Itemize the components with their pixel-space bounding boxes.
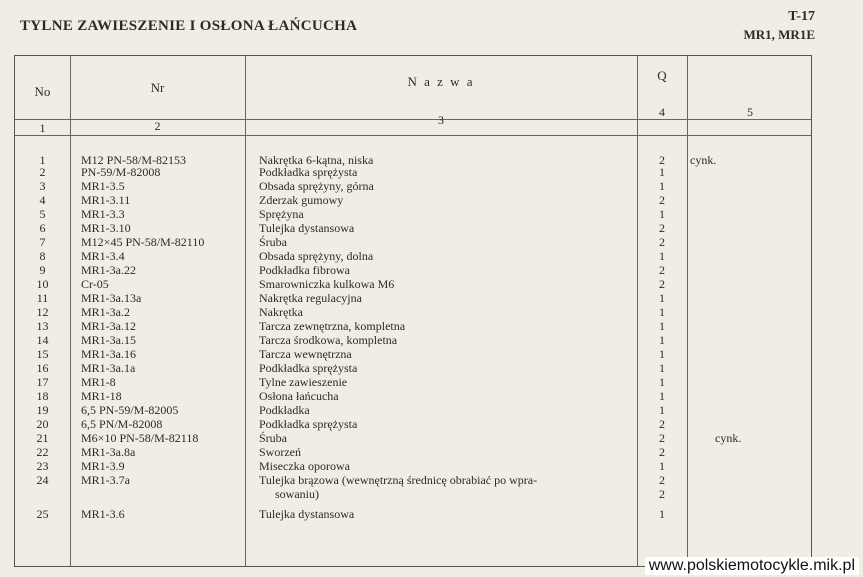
cell-remark: cynk. [690,153,717,167]
page-title: TYLNE ZAWIESZENIE I OSŁONA ŁAŃCUCHA [20,18,358,34]
column-number: 4 [659,105,665,119]
cell-no: 13 [36,319,49,333]
cell-q: 1 [659,507,665,521]
cell-name: Sprężyna [259,207,304,221]
cell-q: 2 [659,487,665,501]
cell-q: 1 [659,333,665,347]
table-row [15,320,811,334]
table-row [15,180,811,194]
cell-q: 1 [659,305,665,319]
cell-no: 8 [39,249,46,263]
table-row [15,488,811,502]
cell-q: 1 [659,249,665,263]
cell-no: 4 [39,193,46,207]
cell-nr: PN-59/M-82008 [81,165,161,179]
table-row [15,418,811,432]
cell-no: 14 [36,333,49,347]
cell-q: 1 [659,347,665,361]
cell-nr: MR1-3a.13a [81,291,142,305]
cell-nr: MR1-3a.1a [81,361,136,375]
cell-nr: MR1-3a.16 [81,347,136,361]
cell-no: 2 [39,165,46,179]
cell-q: 1 [659,459,665,473]
cell-q: 1 [659,179,665,193]
cell-q: 1 [659,165,665,179]
cell-name: Śruba [259,431,287,445]
cell-no: 17 [36,375,49,389]
table-row [15,446,811,460]
cell-no: 9 [39,263,46,277]
cell-q: 1 [659,207,665,221]
cell-nr: MR1-3a.2 [81,305,130,319]
cell-nr: MR1-3a.12 [81,319,136,333]
cell-no: 18 [36,389,49,403]
cell-no: 15 [36,347,49,361]
cell-no: 19 [36,403,49,417]
cell-name: Podkładka sprężysta [259,417,358,431]
table-row [15,460,811,474]
page-code: T-17 [788,9,815,24]
table-row [15,222,811,236]
header-q: Q [657,68,667,83]
cell-name: Tarcza wewnętrzna [259,347,352,361]
cell-q: 1 [659,291,665,305]
cell-q: 2 [659,153,665,167]
cell-nr: Cr-05 [81,277,109,291]
cell-name: Smarowniczka kulkowa M6 [259,277,395,291]
cell-name: Podkładka fibrowa [259,263,350,277]
cell-name: Podkładka sprężysta [259,165,358,179]
cell-name: Miseczka oporowa [259,459,350,473]
cell-no: 5 [39,207,46,221]
column-number: 2 [154,119,161,133]
cell-no: 1 [39,153,46,167]
cell-no: 11 [36,291,49,305]
header-name: N a z w a [407,74,475,89]
cell-no: 21 [36,431,49,445]
cell-nr: MR1-3.10 [81,221,131,235]
table-row [15,390,811,404]
cell-q: 1 [659,375,665,389]
table-row [15,306,811,320]
watermark: www.polskiemotocykle.mik.pl [645,557,859,575]
cell-nr: MR1-3.11 [81,193,131,207]
cell-name: Tulejka dystansowa [259,221,355,235]
cell-nr: MR1-18 [81,389,122,403]
cell-q: 2 [659,417,665,431]
cell-q: 2 [659,235,665,249]
cell-name: Śruba [259,235,287,249]
table-row [15,236,811,250]
cell-q: 2 [659,193,665,207]
cell-no: 25 [36,507,49,521]
cell-nr: MR1-3.7a [81,473,130,487]
header-no: No [34,84,51,99]
cell-name: Obsada sprężyny, górna [259,179,374,193]
cell-name: Tylne zawieszenie [259,375,348,389]
cell-name: Podkładka [259,403,310,417]
column-number: 3 [438,113,444,127]
table-row [15,278,811,292]
page-models: MR1, MR1E [743,27,815,42]
cell-nr: M6×10 PN-58/M-82118 [81,431,199,445]
cell-name: Tarcza środkowa, kompletna [259,333,398,347]
cell-name: Podkładka sprężysta [259,361,358,375]
cell-name: Tulejka dystansowa [259,507,355,521]
cell-nr: MR1-3a.8a [81,445,136,459]
cell-nr: 6,5 PN-59/M-82005 [81,403,179,417]
cell-nr: MR1-3.9 [81,459,125,473]
cell-q: 2 [659,263,665,277]
row-divider [15,135,811,136]
cell-nr: 6,5 PN/M-82008 [81,417,163,431]
cell-name: Obsada sprężyny, dolna [259,249,374,263]
cell-no: 7 [39,235,46,249]
cell-nr: MR1-8 [81,375,116,389]
cell-no: 22 [36,445,49,459]
cell-nr: MR1-3.5 [81,179,125,193]
cell-q: 2 [659,277,665,291]
table-row [15,334,811,348]
cell-name: Zderzak gumowy [259,193,344,207]
cell-name: sowaniu) [275,487,319,501]
cell-nr: MR1-3.3 [81,207,125,221]
table-row [15,474,811,488]
cell-q: 1 [659,389,665,403]
table-row [15,194,811,208]
cell-no: 12 [36,305,49,319]
cell-no: 3 [39,179,46,193]
cell-q: 2 [659,445,665,459]
cell-nr: MR1-3a.22 [81,263,136,277]
cell-nr: MR1-3.4 [81,249,125,263]
table-row [15,362,811,376]
table-row [15,508,811,522]
cell-nr: M12×45 PN-58/M-82110 [81,235,205,249]
table-row [15,208,811,222]
table-row [15,404,811,418]
cell-q: 1 [659,403,665,417]
cell-q: 2 [659,473,665,487]
table-row [15,432,811,446]
cell-name: Tarcza zewnętrzna, kompletna [259,319,406,333]
table-row [15,166,811,180]
column-number: 5 [747,105,753,119]
cell-q: 2 [659,221,665,235]
header-nr: Nr [150,80,165,95]
column-number: 1 [39,121,46,135]
cell-remark: cynk. [715,431,742,445]
cell-nr: M12 PN-58/M-82153 [81,153,187,167]
cell-nr: MR1-3.6 [81,507,125,521]
cell-no: 16 [36,361,49,375]
cell-no: 20 [36,417,49,431]
cell-nr: MR1-3a.15 [81,333,136,347]
table-row [15,264,811,278]
cell-no: 6 [39,221,46,235]
cell-name: Nakrętka [259,305,303,319]
table-row [15,292,811,306]
cell-name: Osłona łańcucha [259,389,339,403]
table-row [15,376,811,390]
cell-no: 10 [36,277,49,291]
cell-name: Nakrętka regulacyjna [259,291,362,305]
table-row [15,348,811,362]
cell-name: Nakrętka 6-kątna, niska [259,153,374,167]
cell-no: 24 [36,473,49,487]
cell-no: 23 [36,459,49,473]
table-row [15,250,811,264]
cell-q: 2 [659,431,665,445]
cell-q: 1 [659,319,665,333]
cell-name: Sworzeń [259,445,301,459]
cell-name: Tulejka brązowa (wewnętrzną średnicę obrabiać po wpra- [259,473,538,487]
parts-table [14,55,812,567]
cell-q: 1 [659,361,665,375]
